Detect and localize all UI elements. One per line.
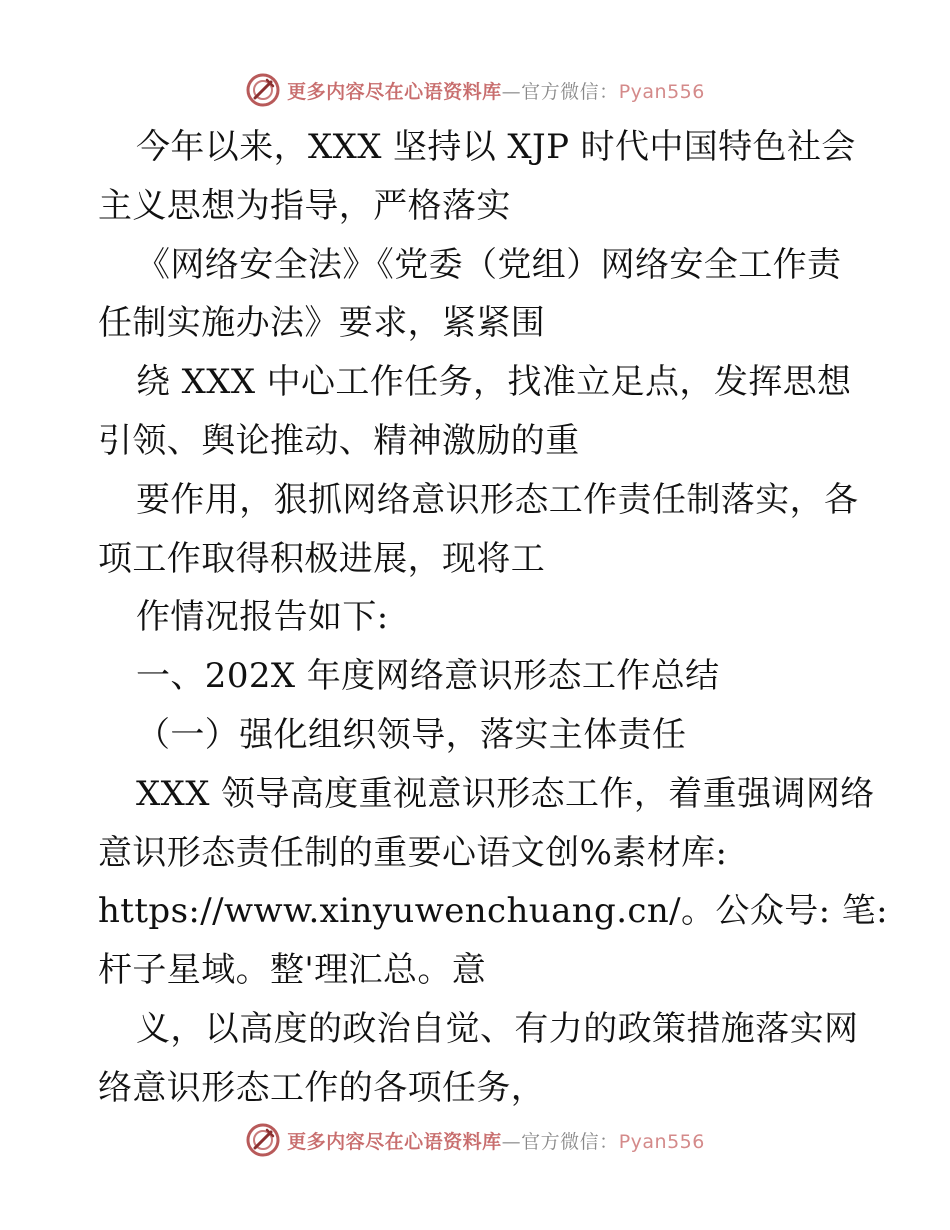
banner-wechat-id: Pyan556 — [618, 1130, 705, 1153]
document-line: 今年以来，XXX 坚持以 XJP 时代中国特色社会 — [136, 127, 856, 167]
document-line: 意识形态责任制的重要心语文创%素材库: — [98, 832, 728, 873]
document-line: 作情况报告如下: — [136, 597, 389, 638]
document-body — [98, 118, 888, 1118]
document-line: 主义思想为指导，严格落实 — [98, 185, 511, 226]
banner-wechat-id: Pyan556 — [618, 80, 705, 103]
document-line: 任制实施办法》要求，紧紧围 — [98, 303, 546, 344]
document-line: 引领、舆论推动、精神激励的重 — [98, 420, 580, 461]
document-line: 络意识形态工作的各项任务， — [98, 1067, 546, 1108]
footer-watermark-banner — [0, 1120, 950, 1160]
document-line: https://www.xinyuwenchuang.cn/。公众号: 笔: — [98, 891, 888, 932]
document-line: 项工作取得积极进展，现将工 — [98, 538, 546, 579]
brand-logo-icon — [245, 72, 281, 108]
document-line: 要作用，狠抓网络意识形态工作责任制落实，各 — [136, 479, 859, 520]
banner-text — [287, 77, 705, 104]
document-line: 义，以高度的政治自觉、有力的政策措施落实网 — [136, 1008, 859, 1049]
document-line: 一、202X 年度网络意识形态工作总结 — [136, 656, 720, 697]
header-watermark-banner — [0, 70, 950, 110]
brand-logo-icon — [245, 1122, 281, 1158]
document-line: 《网络安全法》《党委（党组）网络安全工作责 — [136, 244, 842, 285]
document-line: 绕 XXX 中心工作任务，找准立足点，发挥思想 — [136, 362, 852, 403]
document-line: XXX 领导高度重视意识形态工作，着重强调网络 — [136, 773, 875, 814]
document-line: 杆子星域。整'理汇总。意 — [98, 950, 487, 991]
document-line: （一）强化组织领导，落实主体责任 — [136, 714, 687, 755]
banner-official-label: 官方微信： — [521, 1130, 619, 1153]
banner-separator: — — [501, 1130, 522, 1153]
banner-official-label: 官方微信： — [521, 80, 619, 103]
banner-site-name: 更多内容尽在心语资料库 — [287, 80, 502, 103]
banner-text — [287, 1127, 705, 1154]
banner-site-name: 更多内容尽在心语资料库 — [287, 1130, 502, 1153]
banner-separator: — — [501, 80, 522, 103]
